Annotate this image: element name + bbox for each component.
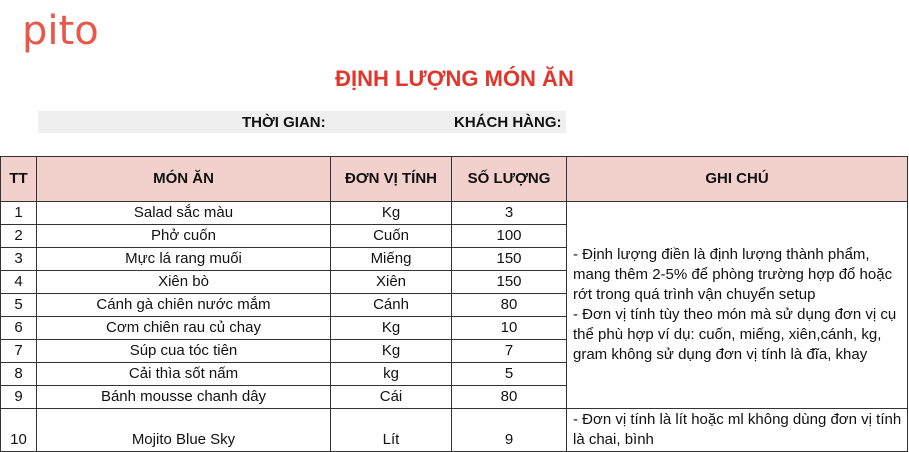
cell-tt: 5 bbox=[1, 294, 37, 317]
header-dish: MÓN ĂN bbox=[37, 157, 331, 202]
time-label: THỜI GIAN: bbox=[242, 114, 326, 131]
cell-tt: 6 bbox=[1, 317, 37, 340]
cell-unit: Cuốn bbox=[331, 225, 452, 248]
cell-unit: Lít bbox=[331, 409, 452, 452]
table-row bbox=[1, 409, 908, 452]
cell-tt: 10 bbox=[1, 409, 37, 452]
cell-qty: 80 bbox=[452, 294, 567, 317]
cell-qty: 80 bbox=[452, 386, 567, 409]
cell-unit: Kg bbox=[331, 340, 452, 363]
cell-dish: Cánh gà chiên nước mắm bbox=[37, 294, 331, 317]
cell-qty: 150 bbox=[452, 271, 567, 294]
cell-unit: kg bbox=[331, 363, 452, 386]
note-line-1: - Định lượng điền là định lượng thành phẩm, mang thêm 2-5% để phòng trường hợp đổ hoặc rớt trong quá trình vận chuyển setup bbox=[573, 246, 893, 303]
cell-note-last: - Đơn vị tính là lít hoặc ml không dùng đơn vị tính là chai, bình bbox=[567, 409, 908, 452]
header-qty: SỐ LƯỢNG bbox=[452, 157, 567, 202]
cell-unit: Kg bbox=[331, 202, 452, 225]
cell-qty: 10 bbox=[452, 317, 567, 340]
cell-qty: 5 bbox=[452, 363, 567, 386]
header-tt: TT bbox=[1, 157, 37, 202]
page-title: ĐỊNH LƯỢNG MÓN ĂN bbox=[335, 66, 574, 91]
header-unit: ĐƠN VỊ TÍNH bbox=[331, 157, 452, 202]
pito-logo: pito bbox=[22, 8, 99, 54]
cell-qty: 7 bbox=[452, 340, 567, 363]
header-note: GHI CHÚ bbox=[567, 157, 908, 202]
cell-tt: 2 bbox=[1, 225, 37, 248]
cell-unit: Cái bbox=[331, 386, 452, 409]
cell-note-main bbox=[567, 202, 908, 409]
cell-dish: Salad sắc màu bbox=[37, 202, 331, 225]
table-row bbox=[1, 202, 908, 225]
cell-dish: Mực lá rang muối bbox=[37, 248, 331, 271]
cell-tt: 7 bbox=[1, 340, 37, 363]
cell-unit: Xiên bbox=[331, 271, 452, 294]
cell-unit: Miếng bbox=[331, 248, 452, 271]
cell-tt: 3 bbox=[1, 248, 37, 271]
cell-tt: 9 bbox=[1, 386, 37, 409]
cell-qty: 9 bbox=[452, 409, 567, 452]
cell-dish: Cải thìa sốt nấm bbox=[37, 363, 331, 386]
cell-unit: Cánh bbox=[331, 294, 452, 317]
cell-tt: 4 bbox=[1, 271, 37, 294]
cell-dish: Xiên bò bbox=[37, 271, 331, 294]
cell-dish: Bánh mousse chanh dây bbox=[37, 386, 331, 409]
cell-tt: 1 bbox=[1, 202, 37, 225]
cell-dish: Súp cua tóc tiên bbox=[37, 340, 331, 363]
cell-unit: Kg bbox=[331, 317, 452, 340]
cell-qty: 150 bbox=[452, 248, 567, 271]
cell-dish: Mojito Blue Sky bbox=[37, 409, 331, 452]
cell-qty: 100 bbox=[452, 225, 567, 248]
cell-tt: 8 bbox=[1, 363, 37, 386]
client-label: KHÁCH HÀNG: bbox=[454, 114, 562, 131]
cell-dish: Phở cuốn bbox=[37, 225, 331, 248]
note-line-2: - Đơn vị tính tùy theo món mà sử dụng đơn vị cụ thể phù hợp ví dụ: cuốn, miếng, xiên,cánh, kg, gram không sử dụng đơn vị tính là đĩa, khay bbox=[573, 306, 897, 363]
table-header-row bbox=[1, 157, 908, 202]
cell-dish: Cơm chiên rau củ chay bbox=[37, 317, 331, 340]
cell-qty: 3 bbox=[452, 202, 567, 225]
dish-quantity-table bbox=[0, 156, 908, 452]
